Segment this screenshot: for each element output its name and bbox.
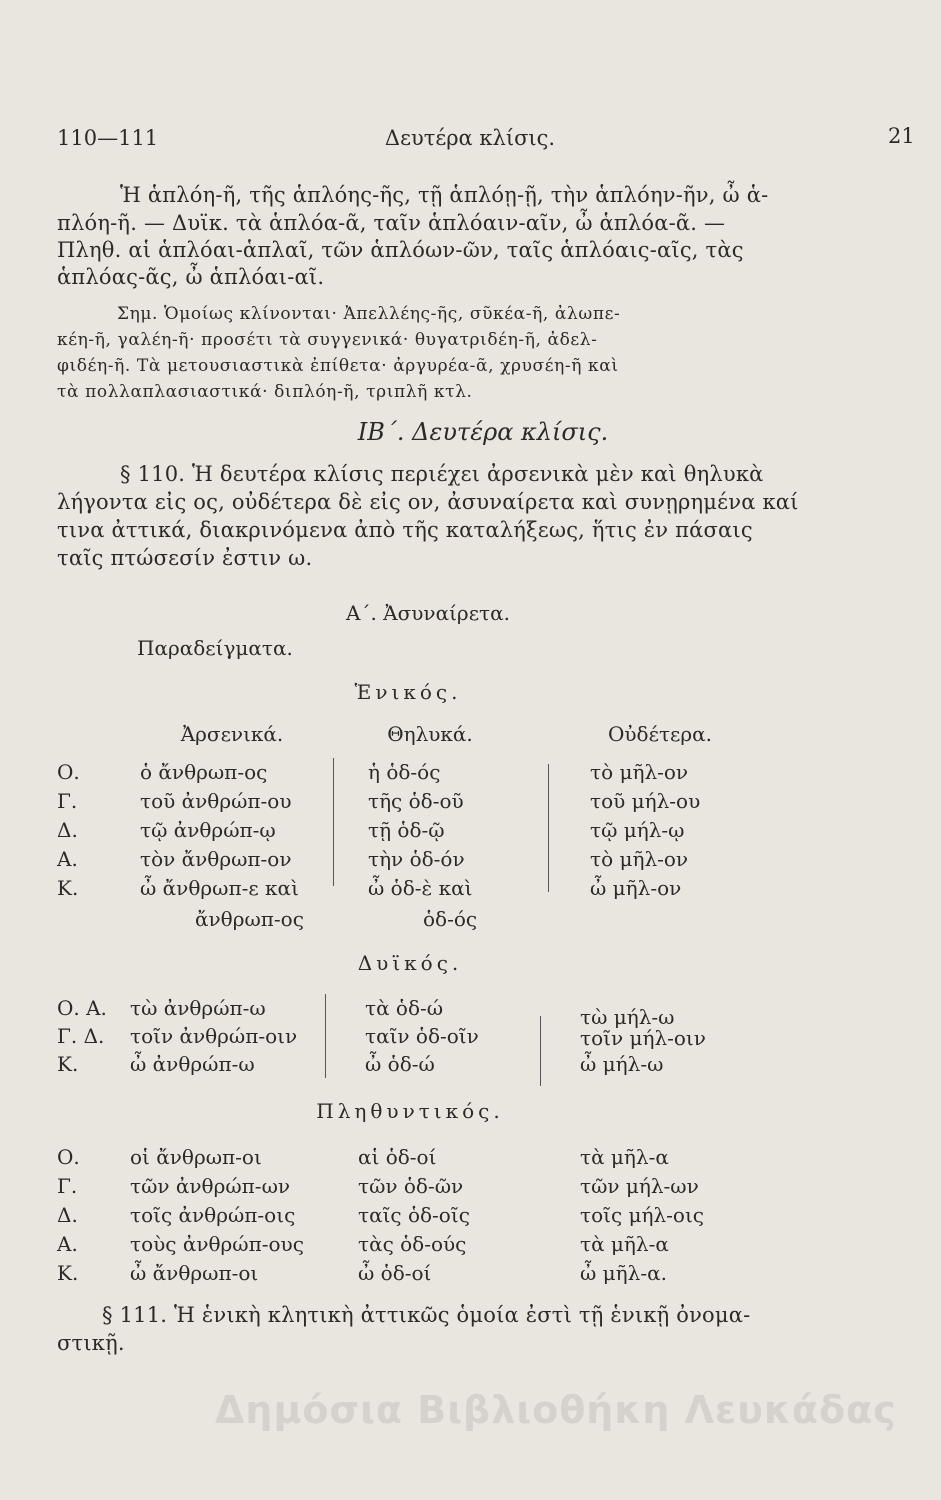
intro-line: Ἡ ἁπλόη-ῆ, τῆς ἁπλόης-ῆς, τῇ ἁπλόῃ-ῇ, τὴν ἁπλόην-ῆν, ὦ ἁ- (120, 183, 769, 207)
masculine-form: τῶν ἀνθρώπ-ων (130, 1174, 291, 1198)
feminine-form: ὦ ὁδ-ὲ καὶ (368, 876, 473, 900)
neuter-form: τῶν μήλ-ων (580, 1174, 699, 1198)
para-110-line: ταῖς πτώσεσίν ἐστιν ω. (57, 546, 313, 570)
neuter-form: τοῖν μήλ-οιν (580, 1026, 706, 1050)
note-line: τὰ πολλαπλασιαστικά· διπλόη-ῆ, τριπλῆ κτλ. (57, 382, 473, 402)
intro-line: ἁπλόας-ᾶς, ὦ ἁπλόαι-αῖ. (57, 265, 325, 289)
para-111-line: στικῇ. (57, 1331, 125, 1355)
masculine-form: τὼ ἀνθρώπ-ω (130, 996, 266, 1020)
masculine-form: τοῦ ἀνθρώπ-ου (140, 789, 292, 813)
masculine-form: τοὺς ἀνθρώπ-ους (130, 1232, 304, 1256)
feminine-form: ταῖς ὁδ-οῖς (358, 1203, 470, 1227)
intro-line: πλόη-ῆ. — Δυϊκ. τὰ ἁπλόα-ᾶ, ταῖν ἁπλόαιν-αῖν, ὦ ἁπλόα-ᾶ. — (57, 211, 726, 235)
case-label: Ο. Α. (57, 996, 107, 1020)
note-line: κέη-ῆ, γαλέη-ῆ· προσέτι τὰ συγγενικά· θυγατριδέη-ῆ, ἀδελ- (57, 330, 598, 350)
feminine-form: ὦ ὁδ-ώ (365, 1052, 435, 1076)
neuter-form: τὰ μῆλ-α (580, 1145, 669, 1169)
case-label: Α. (57, 847, 78, 871)
masculine-form-alt: ἄνθρωπ-ος (195, 907, 304, 931)
plural-label: Πληθυντικός. (316, 1099, 504, 1123)
neuter-form: τοῖς μήλ-οις (580, 1203, 705, 1227)
para-111-line: § 111. Ἡ ἑνικὴ κλητικὴ ἀττικῶς ὁμοία ἐστὶ τῇ ἑνικῇ ὀνομα- (102, 1303, 751, 1327)
case-label: Γ. Δ. (57, 1024, 105, 1048)
section-range: 110—111 (57, 126, 159, 150)
singular-label: Ἑνικός. (354, 680, 462, 704)
feminine-form: τὴν ὁδ-όν (368, 847, 465, 871)
examples-label: Παραδείγματα. (137, 636, 293, 660)
intro-line: Πληθ. αἱ ἁπλόαι-ἁπλαῖ, τῶν ἁπλόων-ῶν, ταῖς ἁπλόαις-αῖς, τὰς (57, 238, 744, 262)
masculine-form: οἱ ἄνθρωπ-οι (130, 1145, 262, 1169)
case-label: Α. (57, 1232, 78, 1256)
case-label: Ο. (57, 760, 80, 784)
note-line: Σημ. Ὁμοίως κλίνονται· Ἀπελλέης-ῆς, σῦκέα-ῆ, ἀλωπε- (117, 304, 621, 324)
neuter-form: τὰ μῆλ-α (580, 1232, 669, 1256)
masculine-form: ὁ ἄνθρωπ-ος (140, 760, 268, 784)
masculine-form: τοῖν ἀνθρώπ-οιν (130, 1024, 298, 1048)
neuter-form: ὦ μήλ-ω (580, 1052, 664, 1076)
feminine-form: τῆς ὁδ-οῦ (368, 789, 464, 813)
col-header-masculine: Ἀρσενικά. (180, 722, 284, 746)
masculine-form: τοῖς ἀνθρώπ-οις (130, 1203, 296, 1227)
masculine-form: ὦ ἄνθρωπ-οι (130, 1261, 259, 1285)
col-header-feminine: Θηλυκά. (387, 722, 473, 746)
column-rule (325, 994, 326, 1078)
running-title: Δευτέρα κλίσις. (384, 126, 556, 150)
case-label: Δ. (57, 1203, 78, 1227)
case-label: Δ. (57, 818, 78, 842)
feminine-form: τὰς ὁδ-ούς (358, 1232, 467, 1256)
neuter-form: τῷ μήλ-ῳ (590, 818, 685, 842)
feminine-form: τῶν ὁδ-ῶν (358, 1174, 464, 1198)
case-label: Κ. (57, 1261, 79, 1285)
neuter-form: τὼ μήλ-ω (580, 1005, 675, 1029)
feminine-form: ἡ ὁδ-ός (368, 760, 441, 784)
case-label: Γ. (57, 1174, 78, 1198)
masculine-form: ὦ ἄνθρωπ-ε καὶ (140, 876, 299, 900)
page-number: 21 (888, 124, 915, 148)
subheading: Α΄. Ἀσυναίρετα. (346, 601, 510, 625)
case-label: Ο. (57, 1145, 80, 1169)
feminine-form: αἱ ὁδ-οί (358, 1145, 437, 1169)
section-heading: ΙΒ΄. Δευτέρα κλίσις. (357, 418, 609, 446)
case-label: Γ. (57, 789, 78, 813)
feminine-form: ταῖν ὁδ-οῖν (365, 1024, 479, 1048)
column-rule (333, 758, 334, 886)
neuter-form: ὦ μῆλ-α. (580, 1261, 667, 1285)
feminine-form-alt: ὁδ-ός (423, 907, 478, 931)
note-line: φιδέη-ῆ. Τὰ μετουσιαστικὰ ἐπίθετα· ἀργυρέα-ᾶ, χρυσέη-ῆ καὶ (57, 356, 619, 376)
masculine-form: τὸν ἄνθρωπ-ον (140, 847, 292, 871)
dual-label: Δυϊκός. (357, 951, 463, 975)
masculine-form: τῷ ἀνθρώπ-ῳ (140, 818, 276, 842)
neuter-form: ὦ μῆλ-ον (590, 876, 682, 900)
neuter-form: τὸ μῆλ-ον (590, 760, 689, 784)
column-rule (540, 1016, 541, 1086)
case-label: Κ. (57, 876, 79, 900)
para-110-line: λήγοντα εἰς ος, οὐδέτερα δὲ εἰς ον, ἀσυναίρετα καὶ συνῃρημένα καί (57, 490, 799, 514)
feminine-form: τὰ ὁδ-ώ (365, 996, 444, 1020)
col-header-neuter: Οὐδέτερα. (607, 722, 713, 746)
para-110-line: § 110. Ἡ δευτέρα κλίσις περιέχει ἀρσενικὰ μὲν καὶ θηλυκὰ (120, 462, 764, 486)
column-rule (548, 764, 549, 892)
case-label: Κ. (57, 1052, 79, 1076)
neuter-form: τὸ μῆλ-ον (590, 847, 689, 871)
para-110-line: τινα ἀττικά, διακρινόμενα ἀπὸ τῆς καταλήξεως, ἥτις ἐν πάσαις (57, 518, 753, 542)
library-watermark: Δημόσια Βιβλιοθήκη Λευκάδας (215, 1388, 897, 1432)
feminine-form: ὦ ὁδ-οί (358, 1261, 432, 1285)
neuter-form: τοῦ μήλ-ου (590, 789, 701, 813)
feminine-form: τῇ ὁδ-ῷ (368, 818, 445, 842)
masculine-form: ὦ ἀνθρώπ-ω (130, 1052, 255, 1076)
